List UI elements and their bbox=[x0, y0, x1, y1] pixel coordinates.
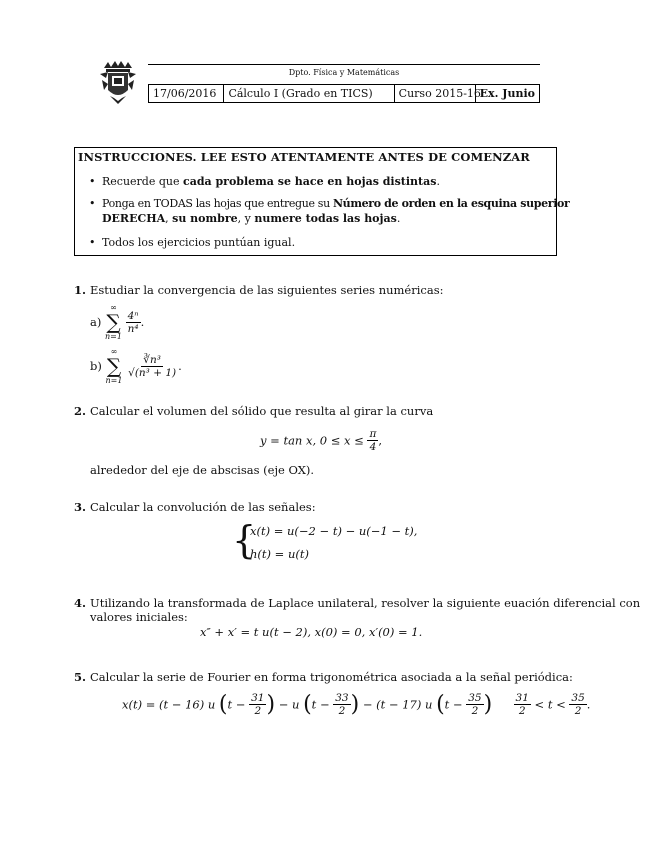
problem-3-signal-x: x(t) = u(−2 − t) − u(−1 − t), bbox=[250, 524, 418, 538]
problem-3-number: 3. bbox=[74, 500, 87, 514]
problem-4-number: 4. bbox=[74, 596, 87, 610]
exam-session: Ex. Junio bbox=[479, 87, 535, 100]
problem-1-statement: Estudiar la convergencia de las siguientes series numéricas: bbox=[90, 283, 444, 297]
problem-1a-formula: a) ∞ ∑ n=1 $\frac{\text{4ⁿ}}{\text{n⁴}}$ . bbox=[90, 303, 145, 341]
problem-4-equation: x″ + x′ = t u(t − 2), x(0) = 0, x′(0) = 1. bbox=[200, 625, 423, 639]
instructions-title: INSTRUCCIONES. LEE ESTO ATENTAMENTE ANTES DE COMENZAR bbox=[78, 150, 530, 164]
problem-2-number: 2. bbox=[74, 404, 87, 418]
problem-4-statement-line1: Utilizando la transformada de Laplace unilateral, resolver la siguiente euación diferencial con bbox=[90, 596, 641, 610]
system-brace: { bbox=[232, 518, 257, 562]
bullet-icon: • bbox=[89, 197, 96, 210]
problem-2-statement: Calcular el volumen del sólido que resulta al girar la curva bbox=[90, 404, 434, 418]
bullet-icon: • bbox=[89, 175, 96, 188]
problem-4-statement-line2: valores iniciales: bbox=[90, 610, 188, 624]
exam-date: 17/06/2016 bbox=[149, 85, 224, 102]
problem-2-continuation: alrededor del eje de abscisas (eje OX). bbox=[90, 463, 315, 477]
department-label: Dpto. Física y Matemáticas bbox=[288, 68, 400, 77]
problem-3-statement: Calcular la convolución de las señales: bbox=[90, 500, 316, 514]
header-info-table bbox=[148, 84, 540, 103]
problem-5-number: 5. bbox=[74, 670, 87, 684]
problem-5-signal-formula: x(t) = (t − 16) u (t − $\frac{31}{2}$ ) − u (t − $\frac{33}{2}$ ) − (t − 17) u (t − $\frac{35}{2}$ ) $\frac{31}{2}$ < t < $\frac{35}{2}$ . bbox=[122, 692, 591, 717]
problem-2-formula: y = tan x, 0 ≤ x ≤ $\frac{\pi}{4}$ , bbox=[260, 428, 383, 453]
header-top-rule bbox=[148, 64, 540, 65]
problem-1-number: 1. bbox=[74, 283, 87, 297]
academic-year: Curso 2015-16 bbox=[395, 85, 476, 102]
course-name: Cálculo I (Grado en TICS) bbox=[224, 85, 394, 102]
bullet-icon: • bbox=[89, 236, 96, 249]
problem-5-statement: Calcular la serie de Fourier en forma trigonométrica asociada a la señal periódica: bbox=[90, 670, 573, 684]
problem-3-signal-h: h(t) = u(t) bbox=[250, 547, 309, 561]
problem-1b-formula: b) ∞ ∑ n=1 $\frac{\text{∛n³}}{\text{√(n³ + 1)}}$ . bbox=[90, 347, 182, 385]
university-crest-logo bbox=[98, 60, 138, 106]
